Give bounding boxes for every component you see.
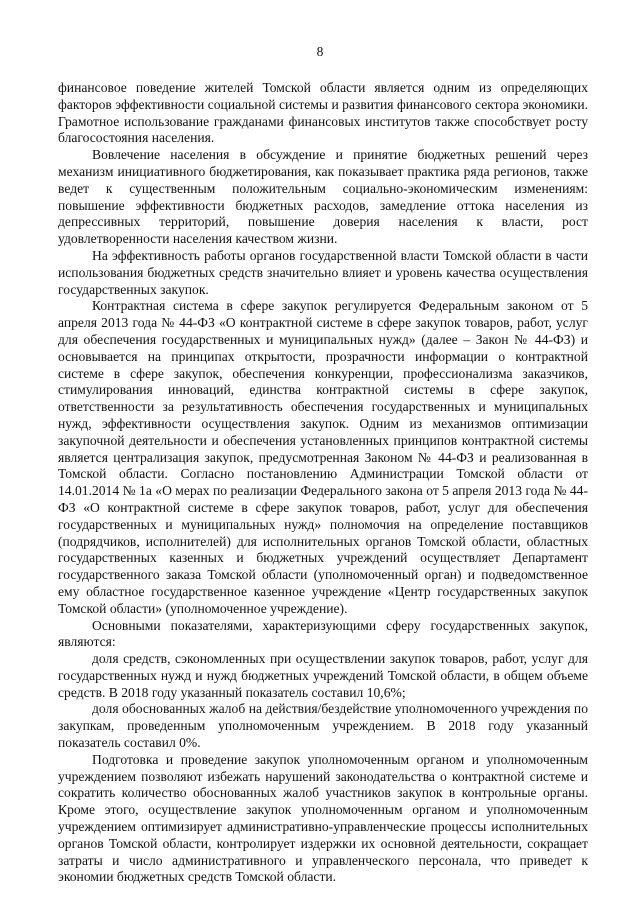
paragraph-procurement-efficiency: На эффективность работы органов государственной власти Томской области в части использования бюджетных средств значительно влияет и уровень качества осуществления государственных закупок. — [58, 247, 588, 297]
paragraph-contract-system: Контрактная система в сфере закупок регулируется Федеральным законом от 5 апреля 2013 года № 44-ФЗ «О контрактной системе в сфере закупок товаров, работ, услуг для обеспечения государственных и муниципальных нужд» (далее – Закон № 44-ФЗ) и основывается на принципах открытости, прозрачности информации о контрактной системе в сфере закупок, обеспечения конкуренции, профессионализма заказчиков, стимулирования инноваций, единства контрактной системы в сфере закупок, ответственности за результативность обеспечения государственных и муниципальных нужд, эффективности осуществления закупок. Одним из механизмов оптимизации закупочной деятельности и обеспечения установленных принципов контрактной системы является централизация закупок, предусмотренная Законом № 44-ФЗ и реализованная в Томской области. Согласно постановлению Администрации Томской области от 14.01.2014 № 1а «О мерах по реализации Федерального закона от 5 апреля 2013 года № 44-ФЗ «О контрактной системе в сфере закупок товаров, работ, услуг для обеспечения государственных и муниципальных нужд» полномочия на определение поставщиков (подрядчиков, исполнителей) для исполнительных органов Томской области, областных государственных казенных и бюджетных учреждений осуществляет Департамент государственного заказа Томской области (уполномоченный орган) и подведомственное ему областное государственное казенное учреждение «Центр государственных закупок Томской области» (уполномоченное учреждение). — [58, 298, 588, 616]
paragraph-conclusion: Подготовка и проведение закупок уполномоченным органом и уполномоченным учреждением позволяют избежать нарушений законодательства о контрактной системе и сократить количество обоснованных жалоб участников закупок в контрольные органы. Кроме этого, осуществление закупок уполномоченным органом и уполномоченным учреждением оптимизирует административно-управленческие процессы исполнительных органов Томской области, контролирует издержки их основной деятельности, сокращает затраты и число административного и управленческого персонала, что приведет к экономии бюджетных средств Томской области. — [58, 751, 588, 885]
paragraph-continuation: финансовое поведение жителей Томской области является одним из определяющих факторов эффективности социальной системы и развития финансового сектора экономики. Грамотное использование гражданами финансовых институтов также способствует росту благосостояния населения. — [58, 80, 588, 146]
document-body — [58, 80, 588, 886]
paragraph-indicators-intro: Основными показателями, характеризующими сферу государственных закупок, являются: — [58, 617, 588, 650]
paragraph-indicator-savings: доля средств, сэкономленных при осуществлении закупок товаров, работ, услуг для государственных нужд и нужд бюджетных учреждений Томской области, в общем объеме средств. В 2018 году указанный показатель составил 10,6%; — [58, 651, 588, 700]
paragraph-indicator-complaints: доля обоснованных жалоб на действия/бездействие уполномоченного учреждения по закупкам, проведенным уполномоченным учреждением. В 2018 году указанный показатель составил 0%. — [58, 701, 588, 751]
page-number: 8 — [316, 44, 324, 59]
paragraph-initiative-budgeting: Вовлечение населения в обсуждение и принятие бюджетных решений через механизм инициативного бюджетирования, как показывает практика ряда регионов, также ведет к существенным положительным социально-экономическим изменениям: повышение эффективности бюджетных расходов, замедление оттока населения из депрессивных территорий, повышение доверия населения к власти, рост удовлетворенности населения качеством жизни. — [58, 147, 588, 247]
